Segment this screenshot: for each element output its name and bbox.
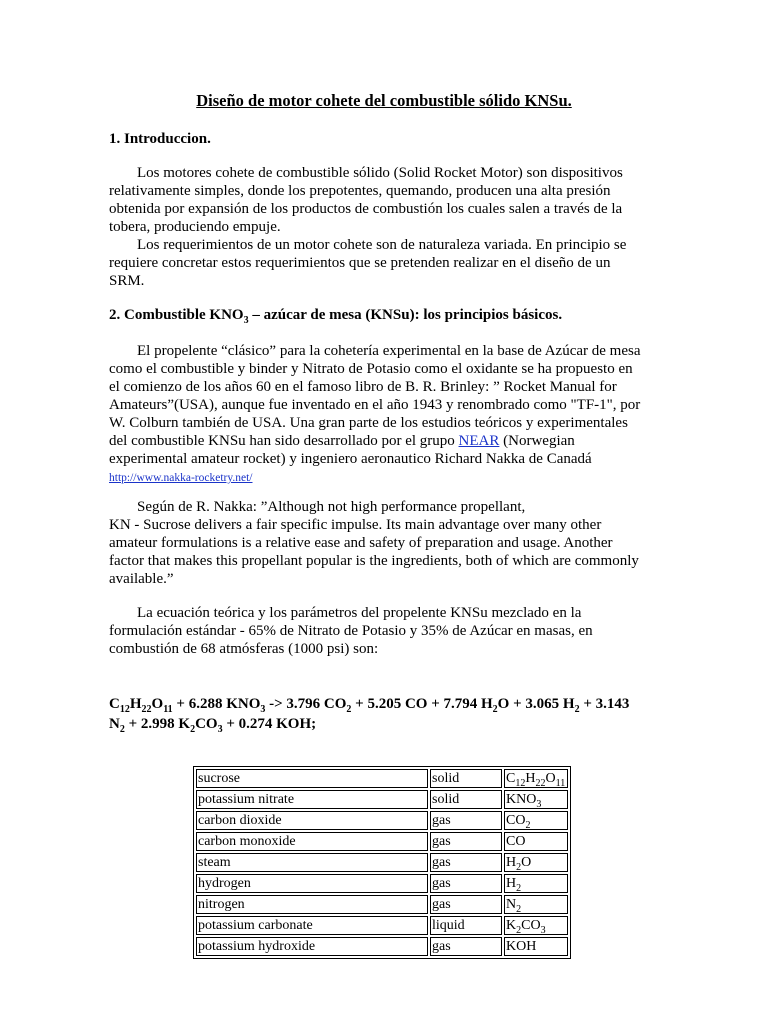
species-formula-cell (504, 832, 568, 851)
formula-text: + 5.205 CO + 7.794 H (351, 696, 493, 712)
table-row (196, 916, 568, 935)
species-state-cell: gas (430, 874, 502, 893)
subscript: 2 (346, 704, 352, 715)
species-name-cell: nitrogen (196, 895, 428, 914)
species-formula-cell (504, 874, 568, 893)
species-formula-cell (504, 937, 568, 956)
text-line: available.” (109, 571, 174, 587)
subscript: 22 (535, 777, 546, 789)
subscript: 3 (217, 724, 223, 735)
formula-text: + 6.288 KNO (172, 696, 261, 712)
formula-text: + 2.998 K (124, 716, 191, 732)
formula-text: H (129, 696, 142, 712)
subscript: 2 (525, 819, 531, 831)
formula-text: KNO (506, 792, 537, 807)
text-line: KN - Sucrose delivers a fair specific impulse. Its main advantage over many other (109, 517, 602, 533)
table-row (196, 937, 568, 956)
formula-text: KOH (506, 939, 537, 954)
formula-text: O (545, 771, 556, 786)
formula-text: H (506, 876, 517, 891)
species-state-cell: solid (430, 790, 502, 809)
text-line: SRM. (109, 273, 145, 289)
formula-text: CO (521, 918, 541, 933)
subscript: 11 (555, 777, 566, 789)
combustion-species-table (193, 766, 571, 959)
formula-text: N (506, 897, 517, 912)
species-state-cell: gas (430, 937, 502, 956)
species-name-cell: steam (196, 853, 428, 872)
subscript: 3 (536, 798, 542, 810)
heading-text: 2. Combustible KNO (109, 307, 244, 323)
text-line: obtenida por expansión de los productos de combustión los cuales salen a través de la (109, 201, 623, 217)
formula-text: K (506, 918, 517, 933)
text-segment: (Norwegian (499, 433, 575, 449)
text-line: tobera, produciendo empuje. (109, 219, 281, 235)
section-2-heading (109, 306, 562, 324)
formula-text: C (109, 696, 120, 712)
page-title: Diseño de motor cohete del combustible sólido KNSu. (196, 91, 572, 110)
species-state-cell: liquid (430, 916, 502, 935)
equation-intro-paragraph (109, 604, 669, 658)
formula-text: O + 3.065 H (497, 696, 575, 712)
table-row (196, 811, 568, 830)
species-state-cell: gas (430, 811, 502, 830)
formula-text: -> 3.796 CO (265, 696, 347, 712)
subscript: 12 (515, 777, 526, 789)
species-state-cell: gas (430, 832, 502, 851)
text-line: factor that makes this propellant popular is the ingredients, both of which are commonly (109, 553, 639, 569)
formula-text: + 3.143 (579, 696, 630, 712)
formula-text: C (506, 771, 516, 786)
text-line: Los requerimientos de un motor cohete son de naturaleza variada. En principio se (137, 237, 627, 253)
text-segment: del combustible KNSu han sido desarrollado por el grupo (109, 433, 459, 449)
text-line: Los motores cohete de combustible sólido (Solid Rocket Motor) son dispositivos (137, 165, 623, 181)
table-row (196, 874, 568, 893)
formula-text: CO (506, 834, 526, 849)
species-state-cell: gas (430, 853, 502, 872)
formula-text: O (521, 855, 532, 870)
section-1-heading: 1. Introduccion. (109, 131, 211, 147)
species-name-cell: potassium hydroxide (196, 937, 428, 956)
equation-line-2 (109, 714, 629, 734)
species-name-cell: sucrose (196, 769, 428, 788)
subscript: 2 (516, 882, 522, 894)
text-line: El propelente “clásico” para la cohetería experimental en la base de Azúcar de mesa (137, 343, 641, 359)
text-line: W. Colburn también de USA. Una gran parte de los estudios teóricos y experimentales (109, 415, 628, 431)
text-line: amateur formulations is a relative ease and safety of preparation and usage. Another (109, 535, 613, 551)
species-formula-cell (504, 895, 568, 914)
formula-text: N (109, 716, 120, 732)
species-formula-cell (504, 790, 568, 809)
text-line: como el combustible y binder y Nitrato de Potasio como el oxidante se ha propuesto en (109, 361, 633, 377)
table-row (196, 790, 568, 809)
subscript: 2 (516, 924, 522, 936)
subscript: 2 (516, 903, 522, 915)
equation-line-1 (109, 694, 629, 714)
subscript: 12 (119, 704, 130, 715)
formula-text: O (151, 696, 164, 712)
text-line (109, 432, 669, 450)
species-name-cell: hydrogen (196, 874, 428, 893)
formula-text: H (506, 855, 517, 870)
formula-text: CO (506, 813, 526, 828)
text-line: requiere concretar estos requerimientos que se pretenden realizar en el diseño de un (109, 255, 611, 271)
near-link[interactable]: NEAR (458, 433, 500, 449)
formula-text: CO (195, 716, 218, 732)
table-row (196, 832, 568, 851)
subscript: 3 (260, 704, 266, 715)
species-state-cell: gas (430, 895, 502, 914)
text-line: formulación estándar - 65% de Nitrato de Potasio y 35% de Azúcar en masas, en (109, 623, 593, 639)
species-name-cell: potassium carbonate (196, 916, 428, 935)
subscript: 11 (163, 704, 173, 715)
species-formula-cell (504, 811, 568, 830)
species-name-cell: carbon monoxide (196, 832, 428, 851)
text-line: Según de R. Nakka: ”Although not high performance propellant, (137, 499, 526, 515)
combustion-equation (109, 694, 629, 734)
subscript: 22 (141, 704, 152, 715)
formula-text: H (525, 771, 536, 786)
table-row (196, 769, 568, 788)
subscript: 3 (540, 924, 546, 936)
text-line: Amateurs”(USA), aunque fue inventado en el año 1943 y renombrado como "TF-1", por (109, 397, 641, 413)
species-formula-cell (504, 853, 568, 872)
text-line: combustión de 68 atmósferas (1000 psi) son: (109, 641, 379, 657)
table-row (196, 853, 568, 872)
species-formula-cell (504, 769, 568, 788)
formula-text: + 0.274 KOH; (222, 716, 317, 732)
section-2-paragraph-1 (109, 342, 669, 486)
table-row (196, 895, 568, 914)
species-formula-cell (504, 916, 568, 935)
species-name-cell: potassium nitrate (196, 790, 428, 809)
subscript: 2 (190, 724, 196, 735)
text-line: el comienzo de los años 60 en el famoso libro de B. R. Brinley: ” Rocket Manual for (109, 379, 617, 395)
text-line: experimental amateur rocket) y ingeniero aeronautico Richard Nakka de Canadá (109, 451, 592, 467)
intro-paragraph-2 (109, 236, 669, 290)
text-line: relativamente simples, donde los prepotentes, quemando, producen una alta presión (109, 183, 611, 199)
text-line: La ecuación teórica y los parámetros del propelente KNSu mezclado en la (137, 605, 582, 621)
nakka-url-link[interactable]: http://www.nakka-rocketry.net/ (109, 472, 253, 484)
subscript: 2 (119, 724, 125, 735)
heading-text: – azúcar de mesa (KNSu): los principios básicos. (248, 307, 563, 323)
subscript: 2 (516, 861, 522, 873)
species-name-cell: carbon dioxide (196, 811, 428, 830)
species-state-cell: solid (430, 769, 502, 788)
subscript: 2 (574, 704, 580, 715)
intro-paragraph-1 (109, 164, 669, 236)
nakka-quote (109, 498, 669, 588)
subscript: 3 (243, 315, 249, 326)
subscript: 2 (492, 704, 498, 715)
